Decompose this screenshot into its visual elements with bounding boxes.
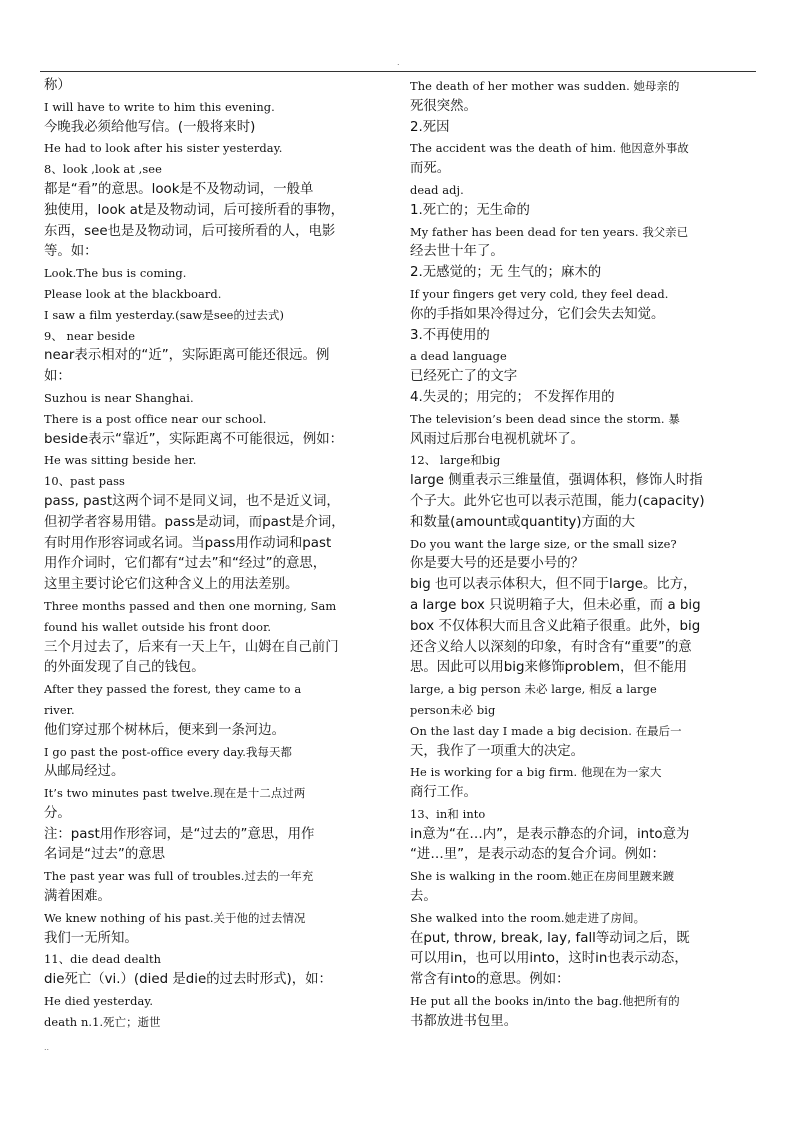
text-line: dead adj. [410, 182, 464, 197]
text-line: 在put, throw, break, lay, fall等动词之后，既 [410, 930, 690, 946]
text-line: 4.失灵的；用完的； 不发挥作用的 [410, 389, 615, 405]
text-line: “进…里”，是表示动态的复合介词。例如： [410, 847, 665, 863]
text-line: If your fingers get very cold, they feel dead. [410, 286, 669, 301]
text-line: die死亡（vi.）(died 是die的过去时形式)，如： [44, 972, 332, 988]
text-line: 东西，see也是及物动词，后可接所看的人，电影 [44, 223, 336, 239]
text-line: in意为“在…内”，是表示静态的介词，into意为 [410, 826, 690, 842]
text-line: 你是要大号的还是要小号的？ [410, 556, 585, 572]
text-line: Suzhou is near Shanghai. [44, 390, 194, 405]
text-line: I saw a film yesterday.(saw是see的过去式) [44, 307, 285, 322]
text-line: beside表示“靠近”，实际距离不可能很远，例如： [44, 431, 344, 447]
text-line: 注：past用作形容词，是“过去的”意思，用作 [44, 826, 315, 842]
text-line: Look.The bus is coming. [44, 266, 187, 281]
text-line: We knew nothing of his past.关于他的过去情况 [44, 910, 306, 925]
text-line: 满着困难。 [44, 889, 111, 905]
header-dot: . [397, 58, 400, 67]
text-line: The accident was the death of him. 他因意外事故 [410, 141, 689, 156]
text-line: 2.死因 [410, 119, 450, 135]
text-line: 经去世十年了。 [410, 244, 504, 260]
text-line: person未必 big [410, 702, 496, 717]
text-line: box 不仅体积大而且含义此箱子很重。此外，big [410, 618, 701, 634]
text-line: I will have to write to him this evening. [44, 99, 275, 114]
text-line: 的外面发现了自己的钱包。 [44, 660, 205, 676]
text-line: near表示相对的“近”，实际距离可能还很远。例 [44, 348, 330, 364]
text-line: big 也可以表示体积大，但不同于large。比方， [410, 577, 697, 593]
text-line: 而死。 [410, 161, 451, 177]
header-rule [40, 71, 756, 72]
text-line: She is walking in the room.她正在房间里踱来踱 [410, 869, 675, 884]
text-line: On the last day I made a big decision. 在最后一 [410, 723, 682, 738]
text-line: 等。如： [44, 244, 98, 260]
text-line: 常含有into的意思。例如： [410, 972, 570, 988]
text-line: 1.死亡的；无生命的 [410, 202, 530, 218]
text-line: 称） [44, 78, 71, 93]
text-line: a dead language [410, 349, 507, 364]
text-line: He is working for a big firm. 他现在为一家大 [410, 765, 662, 780]
text-line: 思。因此可以用big来修饰problem，但不能用 [410, 660, 687, 676]
text-line: 如： [44, 369, 71, 385]
text-line: He was sitting beside her. [44, 453, 197, 468]
text-line: river. [44, 702, 75, 717]
text-line: 11、die dead dealth [44, 952, 162, 967]
text-line: She walked into the room.她走进了房间。 [410, 910, 646, 925]
text-line: The television’s been dead since the storm. 暴 [410, 411, 680, 426]
text-line: large, a big person 未必 large, 相反 a large [410, 682, 657, 697]
text-line: 他们穿过那个树林后，便来到一条河边。 [44, 722, 286, 738]
text-line: 9、 near beside [44, 328, 136, 343]
text-line: 商行工作。 [410, 785, 477, 801]
right-column [410, 76, 762, 1033]
text-line: 你的手指如果冷得过分，它们会失去知觉。 [410, 306, 665, 322]
text-line: 可以用in，也可以用into，这时in也表示动态， [410, 951, 688, 967]
text-line: 和数量(amount或quantity)方面的大 [410, 514, 636, 530]
text-line: 死很突然。 [410, 98, 477, 114]
text-line: 2.无感觉的；无 生气的；麻木的 [410, 265, 602, 281]
text-line: He put all the books in/into the bag.他把所有的 [410, 994, 680, 1009]
text-line: He had to look after his sister yesterday. [44, 141, 283, 156]
text-line: 都是“看”的意思。look是不及物动词，一般单 [44, 181, 314, 197]
text-line: death n.1.死亡；逝世 [44, 1014, 161, 1029]
text-line: My father has been dead for ten years. 我父亲已 [410, 224, 689, 239]
text-line: Do you want the large size, or the small size? [410, 536, 677, 551]
text-line: He died yesterday. [44, 994, 154, 1009]
text-line: Three months passed and then one morning, Sam [44, 598, 337, 613]
text-line: a large box 只说明箱子大，但未必重，而 a big [410, 597, 701, 613]
text-line: pass, past这两个词不是同义词，也不是近义词， [44, 493, 340, 509]
text-line: There is a post office near our school. [44, 411, 267, 426]
text-line: 独使用，look at是及物动词，后可接所看的事物， [44, 202, 344, 218]
text-line: The death of her mother was sudden. 她母亲的 [410, 79, 680, 93]
text-line: 12、 large和big [410, 453, 501, 468]
text-line: 但初学者容易用错。pass是动词，而past是介词， [44, 514, 345, 530]
text-line: 3.不再使用的 [410, 327, 490, 343]
text-line: 8、look ,look at ,see [44, 162, 162, 177]
text-line: 已经死亡了的文字 [410, 369, 518, 385]
text-line: 有时用作形容词或名词。当pass用作动词和past [44, 535, 332, 551]
text-line: large 侧重表示三维量值，强调体积，修饰人时指 [410, 473, 703, 489]
text-line: 个子大。此外它也可以表示范围，能力(capacity) [410, 493, 705, 509]
text-line: found his wallet outside his front door. [44, 619, 272, 634]
text-line: 三个月过去了，后来有一天上午，山姆在自己前门 [44, 639, 339, 655]
text-line: 还含义给人以深刻的印象，有时含有“重要”的意 [410, 639, 692, 655]
text-line: 今晚我必须给他写信。(一般将来时) [44, 119, 256, 135]
text-line: 天，我作了一项重大的决定。 [410, 743, 585, 759]
text-line: 我们一无所知。 [44, 930, 138, 946]
text-line: 名词是“过去”的意思 [44, 847, 165, 863]
text-line: 从邮局经过。 [44, 764, 125, 780]
text-line: 风雨过后那台电视机就坏了。 [410, 431, 585, 447]
text-line: Please look at the blackboard. [44, 286, 222, 301]
text-line: The past year was full of troubles.过去的一年充 [44, 869, 314, 884]
text-line: 分。 [44, 805, 71, 821]
left-column [44, 76, 396, 1033]
text-line: 去。 [410, 889, 437, 905]
footer-dot: .. [44, 1043, 50, 1052]
text-line: 10、past pass [44, 474, 125, 489]
text-line: 13、in和 into [410, 806, 486, 821]
text-line: It’s two minutes past twelve.现在是十二点过两 [44, 786, 306, 801]
text-line: 这里主要讨论它们这种含义上的用法差别。 [44, 577, 299, 593]
text-line: 书都放进书包里。 [410, 1013, 518, 1029]
text-line: After they passed the forest, they came to a [44, 682, 302, 697]
text-line: I go past the post-office every day.我每天都 [44, 744, 292, 759]
text-line: 用作介词时，它们都有“过去”和“经过”的意思， [44, 556, 327, 572]
